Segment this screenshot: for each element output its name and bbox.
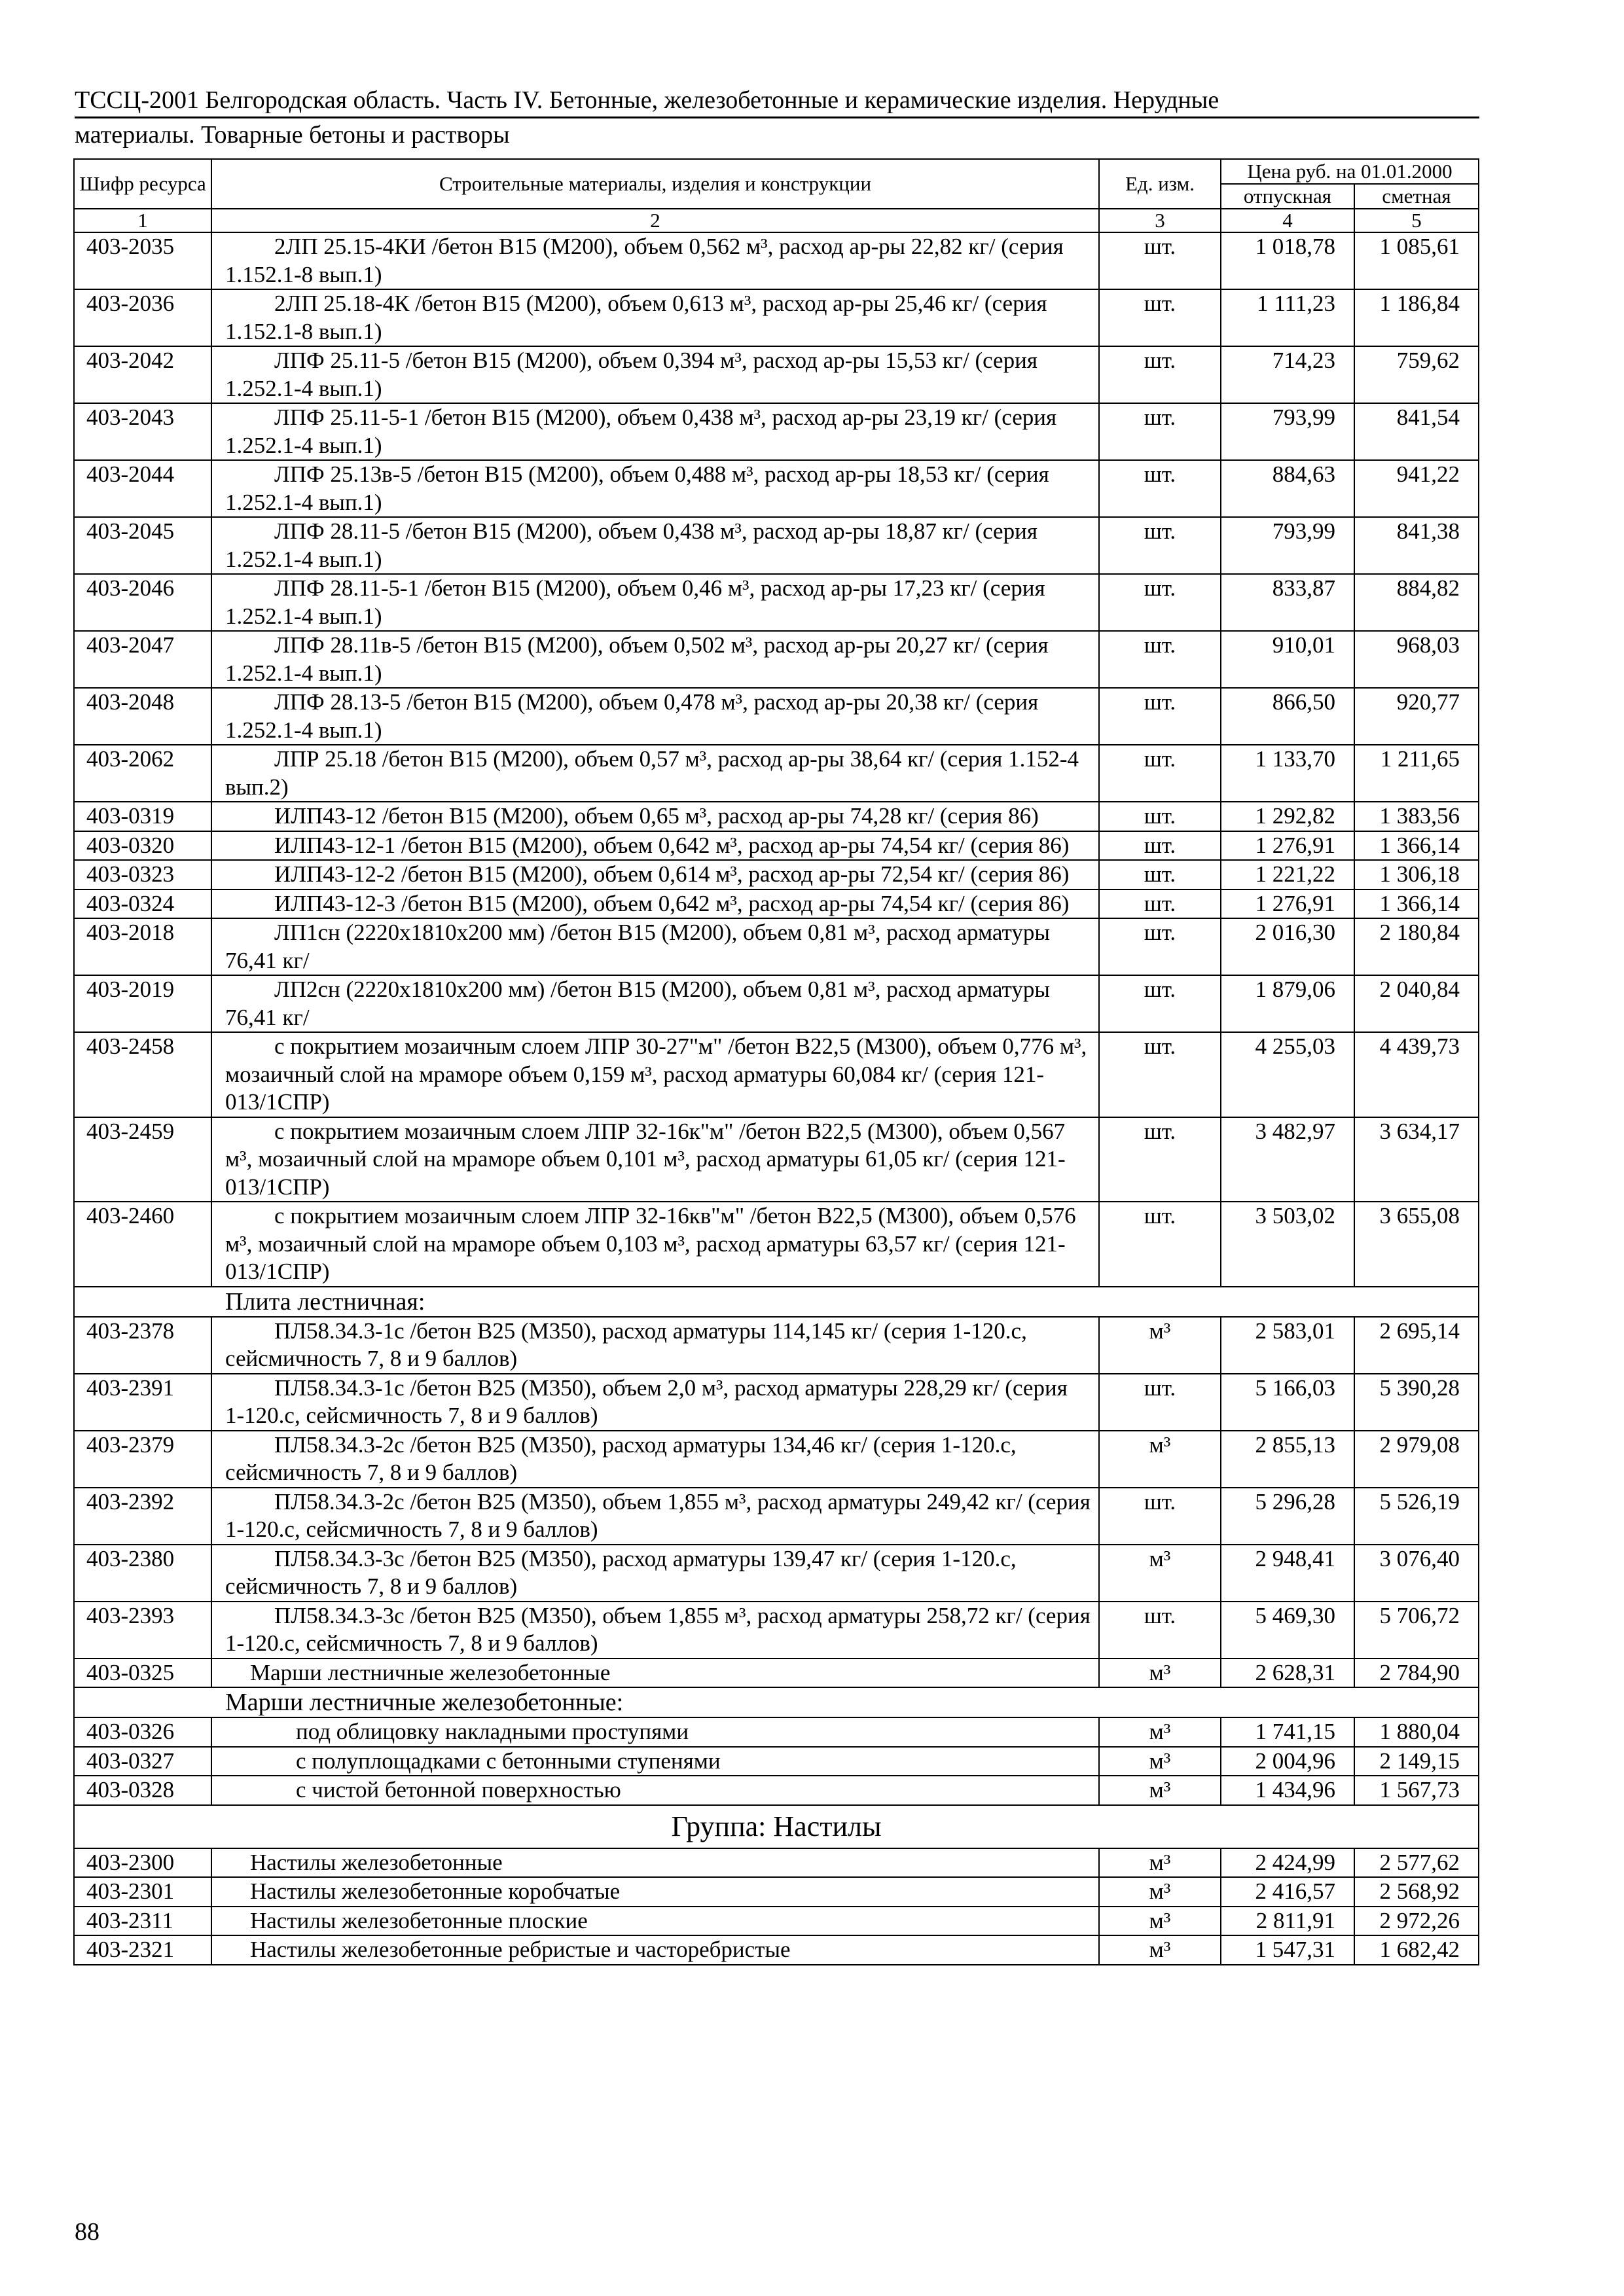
release-price: 910,01 (1221, 631, 1354, 688)
table-row (74, 460, 1479, 517)
title-line-1: ТССЦ-2001 Белгородская область. Часть IV. Бетонные, железобетонные и керамические изделия. Нерудные (75, 84, 1479, 118)
description-text: Настилы железобетонные коробчатые (250, 1878, 621, 1904)
unit-of-measure: шт. (1099, 631, 1221, 688)
unit-of-measure: шт. (1099, 232, 1221, 289)
resource-description (211, 1431, 1099, 1488)
release-price: 2 583,01 (1221, 1317, 1354, 1374)
resource-description (211, 289, 1099, 346)
estimate-price: 2 577,62 (1354, 1848, 1479, 1878)
table-row (74, 289, 1479, 346)
unit-of-measure: шт. (1099, 460, 1221, 517)
resource-description (211, 1776, 1099, 1805)
unit-of-measure: шт. (1099, 1602, 1221, 1659)
table-row (74, 1545, 1479, 1602)
description-text: ИЛП43-12-3 /бетон В15 (М200), объем 0,642 м³, расход ар-ры 74,54 кг/ (серия 86) (274, 890, 1070, 916)
resource-description (211, 831, 1099, 861)
resource-code: 403-2301 (74, 1877, 211, 1907)
resource-code: 403-2042 (74, 346, 211, 403)
resource-code: 403-2035 (74, 232, 211, 289)
description-text: ПЛ58.34.3-3с /бетон В25 (М350), расход арматуры 139,47 кг/ (серия 1-120.с, сейсмичность 7, 8 и 9 баллов) (225, 1545, 1017, 1599)
description-text: Настилы железобетонные ребристые и часторебристые (250, 1937, 791, 1962)
page-number: 88 (75, 2218, 99, 2246)
table-row (74, 860, 1479, 889)
unit-of-measure: шт. (1099, 1032, 1221, 1117)
unit-of-measure: м³ (1099, 1935, 1221, 1965)
table-row (74, 1117, 1479, 1202)
estimate-price: 2 040,84 (1354, 975, 1479, 1032)
release-price: 1 276,91 (1221, 831, 1354, 861)
description-text: под облицовку накладными проступями (296, 1719, 689, 1744)
description-text: ЛПФ 25.11-5-1 /бетон В15 (М200), объем 0,438 м³, расход ар-ры 23,19 кг/ (серия 1.252.1-4 вып.1) (225, 404, 1057, 458)
resource-code: 403-2459 (74, 1117, 211, 1202)
release-price: 866,50 (1221, 688, 1354, 745)
release-price: 1 879,06 (1221, 975, 1354, 1032)
description-text: ЛПР 25.18 /бетон В15 (М200), объем 0,57 м³, расход ар-ры 38,64 кг/ (серия 1.152-4 вып.2) (225, 746, 1079, 800)
estimate-price: 2 784,90 (1354, 1659, 1479, 1688)
section-heading-row (74, 1687, 1479, 1717)
table-row (74, 574, 1479, 631)
release-price: 2 424,99 (1221, 1848, 1354, 1878)
release-price: 1 741,15 (1221, 1717, 1354, 1747)
unit-of-measure: шт. (1099, 517, 1221, 574)
table-row (74, 1907, 1479, 1936)
estimate-price: 3 655,08 (1354, 1202, 1479, 1287)
table-row (74, 1602, 1479, 1659)
estimate-price: 5 390,28 (1354, 1374, 1479, 1431)
table-row (74, 831, 1479, 861)
table-row (74, 1935, 1479, 1965)
table-row (74, 889, 1479, 919)
release-price: 1 111,23 (1221, 289, 1354, 346)
unit-of-measure: шт. (1099, 403, 1221, 460)
unit-of-measure: м³ (1099, 1907, 1221, 1936)
release-price: 3 503,02 (1221, 1202, 1354, 1287)
description-text: ПЛ58.34.3-1с /бетон В25 (М350), расход арматуры 114,145 кг/ (серия 1-120.с, сейсмичность 7, 8 и 9 баллов) (225, 1318, 1027, 1371)
table-row (74, 918, 1479, 975)
header-col-number: 2 (211, 209, 1099, 232)
table-row (74, 517, 1479, 574)
release-price: 1 434,96 (1221, 1776, 1354, 1805)
resource-code: 403-2047 (74, 631, 211, 688)
release-price: 1 547,31 (1221, 1935, 1354, 1965)
resource-description (211, 1202, 1099, 1287)
description-text: ЛПФ 28.11-5 /бетон В15 (М200), объем 0,438 м³, расход ар-ры 18,87 кг/ (серия 1.252.1-4 вып.1) (225, 518, 1038, 572)
resource-description (211, 1488, 1099, 1545)
resource-code: 403-2458 (74, 1032, 211, 1117)
unit-of-measure: шт. (1099, 1202, 1221, 1287)
estimate-price: 759,62 (1354, 346, 1479, 403)
description-text: ИЛП43-12-2 /бетон В15 (М200), объем 0,614 м³, расход ар-ры 72,54 кг/ (серия 86) (274, 861, 1070, 887)
release-price: 2 016,30 (1221, 918, 1354, 975)
estimate-price: 2 180,84 (1354, 918, 1479, 975)
description-text: 2ЛП 25.15-4КИ /бетон В15 (М200), объем 0,562 м³, расход ар-ры 22,82 кг/ (серия 1.152.1-8 вып.1) (225, 234, 1064, 287)
table-row (74, 346, 1479, 403)
header-name: Строительные материалы, изделия и конструкции (211, 159, 1099, 209)
resource-code: 403-2379 (74, 1431, 211, 1488)
description-text: 2ЛП 25.18-4К /бетон В15 (М200), объем 0,613 м³, расход ар-ры 25,46 кг/ (серия 1.152.1-8 вып.1) (225, 291, 1047, 344)
description-text: ЛПФ 28.13-5 /бетон В15 (М200), объем 0,478 м³, расход ар-ры 20,38 кг/ (серия 1.252.1-4 вып.1) (225, 689, 1039, 743)
estimate-price: 2 568,92 (1354, 1877, 1479, 1907)
release-price: 1 221,22 (1221, 860, 1354, 889)
resource-code: 403-0327 (74, 1747, 211, 1776)
resource-description (211, 403, 1099, 460)
resource-code: 403-0328 (74, 1776, 211, 1805)
unit-of-measure: м³ (1099, 1717, 1221, 1747)
estimate-price: 1 211,65 (1354, 745, 1479, 802)
resource-description (211, 1317, 1099, 1374)
estimate-price: 3 076,40 (1354, 1545, 1479, 1602)
unit-of-measure: м³ (1099, 1431, 1221, 1488)
unit-of-measure: шт. (1099, 860, 1221, 889)
resource-description (211, 918, 1099, 975)
section-heading-row (74, 1287, 1479, 1317)
unit-of-measure: шт. (1099, 1488, 1221, 1545)
release-price: 2 628,31 (1221, 1659, 1354, 1688)
resource-description (211, 688, 1099, 745)
release-price: 1 133,70 (1221, 745, 1354, 802)
estimate-price: 5 706,72 (1354, 1602, 1479, 1659)
resource-code: 403-2380 (74, 1545, 211, 1602)
estimate-price: 2 149,15 (1354, 1747, 1479, 1776)
estimate-price: 3 634,17 (1354, 1117, 1479, 1202)
description-text: ИЛП43-12 /бетон В15 (М200), объем 0,65 м³, расход ар-ры 74,28 кг/ (серия 86) (274, 803, 1039, 829)
resource-description (211, 1747, 1099, 1776)
release-price: 2 811,91 (1221, 1907, 1354, 1936)
resource-code: 403-0320 (74, 831, 211, 861)
resource-code: 403-0325 (74, 1659, 211, 1688)
release-price: 2 416,57 (1221, 1877, 1354, 1907)
estimate-price: 2 695,14 (1354, 1317, 1479, 1374)
description-text: с покрытием мозаичным слоем ЛПР 32-16к"м" /бетон В22,5 (М300), объем 0,567 м³, мозаичный слой на мраморе объем 0,101 м³, расход арматуры 61,05 кг/ (серия 121-013/1СПР) (225, 1118, 1066, 1200)
estimate-price: 968,03 (1354, 631, 1479, 688)
resource-code: 403-2062 (74, 745, 211, 802)
resource-description (211, 1907, 1099, 1936)
estimate-price: 1 306,18 (1354, 860, 1479, 889)
table-row (74, 1317, 1479, 1374)
resource-description (211, 1602, 1099, 1659)
estimate-price: 1 186,84 (1354, 289, 1479, 346)
section-heading-cell (74, 1687, 1479, 1717)
resource-description (211, 574, 1099, 631)
resource-code: 403-0319 (74, 802, 211, 831)
resource-code: 403-2036 (74, 289, 211, 346)
header-col-number: 5 (1354, 209, 1479, 232)
release-price: 1 292,82 (1221, 802, 1354, 831)
document-title (75, 84, 1479, 151)
section-heading: Марши лестничные железобетонные: (225, 1689, 624, 1716)
estimate-price: 1 880,04 (1354, 1717, 1479, 1747)
description-text: ПЛ58.34.3-3с /бетон В25 (М350), объем 1,855 м³, расход арматуры 258,72 кг/ (серия 1-120.с, сейсмичность 7, 8 и 9 баллов) (225, 1602, 1091, 1656)
resource-description (211, 889, 1099, 919)
unit-of-measure: м³ (1099, 1317, 1221, 1374)
estimate-price: 4 439,73 (1354, 1032, 1479, 1117)
resource-description (211, 1032, 1099, 1117)
unit-of-measure: м³ (1099, 1877, 1221, 1907)
release-price: 5 469,30 (1221, 1602, 1354, 1659)
unit-of-measure: шт. (1099, 918, 1221, 975)
resource-description (211, 975, 1099, 1032)
resource-description (211, 460, 1099, 517)
resource-code: 403-2043 (74, 403, 211, 460)
table-row (74, 1747, 1479, 1776)
table-header (74, 159, 1479, 232)
resource-code: 403-0326 (74, 1717, 211, 1747)
description-text: с покрытием мозаичным слоем ЛПР 32-16кв"м" /бетон В22,5 (М300), объем 0,576 м³, мозаичный слой на мраморе объем 0,103 м³, расход арматуры 63,57 кг/ (серия 121-013/1СПР) (225, 1203, 1076, 1284)
description-text: ЛПФ 28.11-5-1 /бетон В15 (М200), объем 0,46 м³, расход ар-ры 17,23 кг/ (серия 1.252.1-4 вып.1) (225, 575, 1045, 629)
release-price: 3 482,97 (1221, 1117, 1354, 1202)
title-line-2: материалы. Товарные бетоны и растворы (75, 121, 510, 149)
resource-description (211, 1717, 1099, 1747)
table-row (74, 631, 1479, 688)
resource-code: 403-2048 (74, 688, 211, 745)
resource-code: 403-2300 (74, 1848, 211, 1878)
unit-of-measure: м³ (1099, 1659, 1221, 1688)
unit-of-measure: шт. (1099, 688, 1221, 745)
release-price: 1 276,91 (1221, 889, 1354, 919)
estimate-price: 2 979,08 (1354, 1431, 1479, 1488)
header-col-number: 1 (74, 209, 211, 232)
table-row (74, 232, 1479, 289)
table-row (74, 745, 1479, 802)
description-text: с полуплощадками с бетонными ступенями (296, 1748, 721, 1774)
resource-description (211, 1659, 1099, 1688)
resource-description (211, 1545, 1099, 1602)
header-col-number: 3 (1099, 209, 1221, 232)
resource-description (211, 1848, 1099, 1878)
release-price: 793,99 (1221, 517, 1354, 574)
table-row (74, 1488, 1479, 1545)
section-heading-cell (74, 1287, 1479, 1317)
resource-code: 403-2321 (74, 1935, 211, 1965)
estimate-price: 841,54 (1354, 403, 1479, 460)
estimate-price: 1 366,14 (1354, 831, 1479, 861)
estimate-price: 841,38 (1354, 517, 1479, 574)
description-text: ПЛ58.34.3-2с /бетон В25 (М350), расход арматуры 134,46 кг/ (серия 1-120.с, сейсмичность 7, 8 и 9 баллов) (225, 1431, 1017, 1485)
release-price: 4 255,03 (1221, 1032, 1354, 1117)
description-text: ИЛП43-12-1 /бетон В15 (М200), объем 0,642 м³, расход ар-ры 74,54 кг/ (серия 86) (274, 832, 1070, 858)
header-release-price: отпускная (1221, 184, 1354, 209)
estimate-price: 5 526,19 (1354, 1488, 1479, 1545)
table-row (74, 1202, 1479, 1287)
release-price: 793,99 (1221, 403, 1354, 460)
table-row (74, 688, 1479, 745)
table-row (74, 975, 1479, 1032)
resource-description (211, 232, 1099, 289)
resource-description (211, 517, 1099, 574)
resource-code: 403-2018 (74, 918, 211, 975)
description-text: ЛПФ 28.11в-5 /бетон В15 (М200), объем 0,502 м³, расход ар-ры 20,27 кг/ (серия 1.252.1-4 вып.1) (225, 632, 1049, 686)
description-text: ЛПФ 25.11-5 /бетон В15 (М200), объем 0,394 м³, расход ар-ры 15,53 кг/ (серия 1.252.1-4 вып.1) (225, 348, 1038, 401)
estimate-price: 2 972,26 (1354, 1907, 1479, 1936)
resource-description (211, 631, 1099, 688)
resource-code: 403-2460 (74, 1202, 211, 1287)
group-heading-cell (74, 1805, 1479, 1848)
table-row (74, 1776, 1479, 1805)
estimate-price: 1 682,42 (1354, 1935, 1479, 1965)
release-price: 714,23 (1221, 346, 1354, 403)
resource-description (211, 346, 1099, 403)
resource-description (211, 1117, 1099, 1202)
unit-of-measure: м³ (1099, 1776, 1221, 1805)
description-text: ПЛ58.34.3-1с /бетон В25 (М350), объем 2,0 м³, расход арматуры 228,29 кг/ (серия 1-120.с, сейсмичность 7, 8 и 9 баллов) (225, 1374, 1068, 1428)
table-row (74, 1032, 1479, 1117)
resource-description (211, 1374, 1099, 1431)
unit-of-measure: шт. (1099, 1117, 1221, 1202)
resource-code: 403-2044 (74, 460, 211, 517)
resource-code: 403-2045 (74, 517, 211, 574)
estimate-price: 941,22 (1354, 460, 1479, 517)
resource-code: 403-2391 (74, 1374, 211, 1431)
header-code: Шифр ресурса (74, 159, 211, 209)
price-table (73, 158, 1479, 1965)
estimate-price: 1 567,73 (1354, 1776, 1479, 1805)
table-row (74, 1877, 1479, 1907)
unit-of-measure: м³ (1099, 1747, 1221, 1776)
description-text: ПЛ58.34.3-2с /бетон В25 (М350), объем 1,855 м³, расход арматуры 249,42 кг/ (серия 1-120.с, сейсмичность 7, 8 и 9 баллов) (225, 1488, 1091, 1542)
resource-code: 403-2378 (74, 1317, 211, 1374)
release-price: 2 004,96 (1221, 1747, 1354, 1776)
table-row (74, 1659, 1479, 1688)
description-text: ЛП2сн (2220х1810х200 мм) /бетон В15 (М200), объем 0,81 м³, расход арматуры 76,41 кг/ (225, 977, 1050, 1030)
table-row (74, 1717, 1479, 1747)
table-row (74, 403, 1479, 460)
resource-description (211, 802, 1099, 831)
resource-description (211, 1935, 1099, 1965)
resource-code: 403-0324 (74, 889, 211, 919)
unit-of-measure: м³ (1099, 1545, 1221, 1602)
section-heading: Плита лестничная: (225, 1287, 425, 1316)
resource-description (211, 1877, 1099, 1907)
resource-code: 403-2392 (74, 1488, 211, 1545)
unit-of-measure: шт. (1099, 802, 1221, 831)
header-col-number: 4 (1221, 209, 1354, 232)
description-text: Настилы железобетонные плоские (250, 1907, 588, 1933)
resource-code: 403-2046 (74, 574, 211, 631)
group-heading-row (74, 1805, 1479, 1848)
resource-code: 403-2019 (74, 975, 211, 1032)
unit-of-measure: шт. (1099, 831, 1221, 861)
description-text: с покрытием мозаичным слоем ЛПР 30-27"м" /бетон В22,5 (М300), объем 0,776 м³, мозаичный слой на мраморе объем 0,159 м³, расход арматуры 60,084 кг/ (серия 121-013/1СПР) (225, 1033, 1087, 1115)
table-row (74, 1374, 1479, 1431)
estimate-price: 1 383,56 (1354, 802, 1479, 831)
table-row (74, 1431, 1479, 1488)
release-price: 5 296,28 (1221, 1488, 1354, 1545)
header-estimate-price: сметная (1354, 184, 1479, 209)
unit-of-measure: шт. (1099, 346, 1221, 403)
table-row (74, 1848, 1479, 1878)
resource-code: 403-2393 (74, 1602, 211, 1659)
release-price: 1 018,78 (1221, 232, 1354, 289)
table-row (74, 802, 1479, 831)
estimate-price: 1 366,14 (1354, 889, 1479, 919)
description-text: Настилы железобетонные (250, 1849, 503, 1875)
unit-of-measure: м³ (1099, 1848, 1221, 1878)
description-text: с чистой бетонной поверхностью (296, 1777, 621, 1803)
unit-of-measure: шт. (1099, 745, 1221, 802)
unit-of-measure: шт. (1099, 889, 1221, 919)
description-text: ЛПФ 25.13в-5 /бетон В15 (М200), объем 0,488 м³, расход ар-ры 18,53 кг/ (серия 1.252.1-4 вып.1) (225, 461, 1049, 515)
unit-of-measure: шт. (1099, 1374, 1221, 1431)
unit-of-measure: шт. (1099, 975, 1221, 1032)
release-price: 833,87 (1221, 574, 1354, 631)
group-heading: Группа: Настилы (671, 1810, 882, 1842)
release-price: 2 948,41 (1221, 1545, 1354, 1602)
estimate-price: 1 085,61 (1354, 232, 1479, 289)
description-text: ЛП1сн (2220х1810х200 мм) /бетон В15 (М200), объем 0,81 м³, расход арматуры 76,41 кг/ (225, 920, 1050, 973)
resource-code: 403-0323 (74, 860, 211, 889)
release-price: 884,63 (1221, 460, 1354, 517)
release-price: 5 166,03 (1221, 1374, 1354, 1431)
table-body (74, 232, 1479, 1965)
estimate-price: 920,77 (1354, 688, 1479, 745)
header-unit: Ед. изм. (1099, 159, 1221, 209)
unit-of-measure: шт. (1099, 289, 1221, 346)
resource-code: 403-2311 (74, 1907, 211, 1936)
estimate-price: 884,82 (1354, 574, 1479, 631)
description-text: Марши лестничные железобетонные (250, 1659, 611, 1685)
unit-of-measure: шт. (1099, 574, 1221, 631)
release-price: 2 855,13 (1221, 1431, 1354, 1488)
header-price-group: Цена руб. на 01.01.2000 (1221, 159, 1479, 184)
resource-description (211, 860, 1099, 889)
resource-description (211, 745, 1099, 802)
